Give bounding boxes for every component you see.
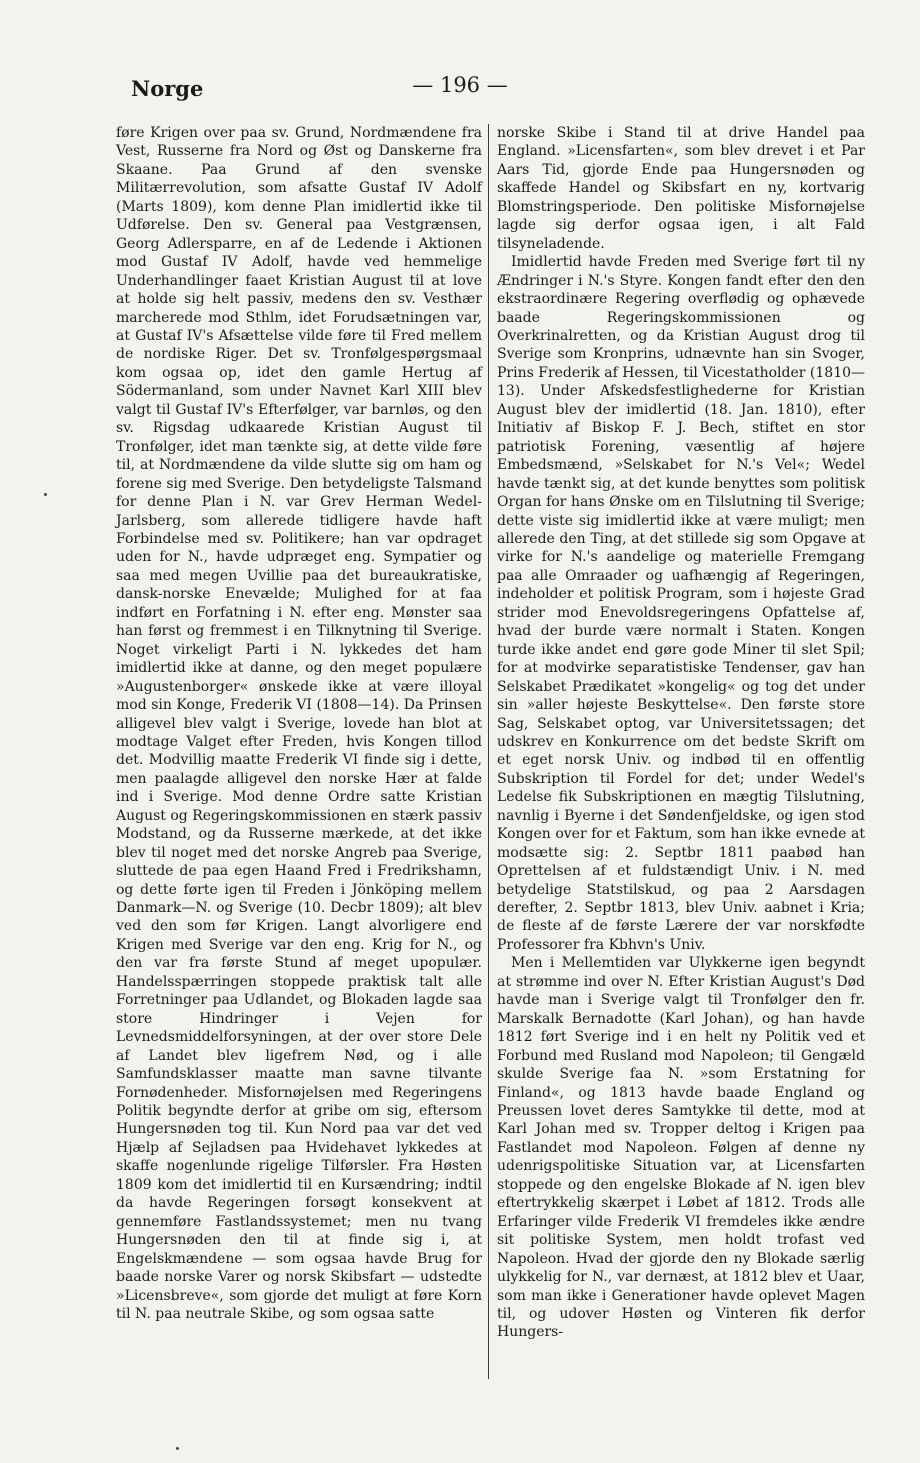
- right-column: [497, 124, 865, 1342]
- scan-speck: [176, 1447, 179, 1450]
- right-paragraph-1: norske Skibe i Stand til at drive Handel paa England. »Licensfarten«, som blev drevet i et Par Aars Tid, gjorde Ende paa Hungersnøden og skaffede Handel og Skibsfart en ny, kortvarig Blomstringsperiode. Den politiske Misfornøjelse lagde sig derfor ogsaa igen, i alt Fald tilsyneladende.: [497, 125, 865, 252]
- scan-speck: [44, 493, 47, 496]
- section-title: Norge: [131, 76, 204, 101]
- left-paragraph-1: føre Krigen over paa sv. Grund, Nordmændene fra Vest, Russerne fra Nord og Øst og Danskerne fra Skaane. Paa Grund af den svenske Militærrevolution, som afsatte Gustaf IV Adolf (Marts 1809), kom denne Plan imidlertid ikke til Udførelse. Den sv. General paa Vestgrænsen, Georg Adlersparre, en af de Ledende i Aktionen mod Gustaf IV Adolf, havde ved hemmelige Underhandlinger faaet Kristian August til at love at holde sig helt passiv, medens den sv. Vesthær marcherede mod Sthlm, idet Forudsætningen var, at Gustaf IV's Afsættelse vilde føre til Fred mellem de nordiske Riger. Det sv. Tronfølgespørgsmaal kom ogsaa op, idet den gamle Hertug af Södermanland, som under Navnet Karl XIII blev valgt til Gustaf IV's Efterfølger, var barnløs, og den sv. Rigsdag udkaarede Kristian August til Tronfølger, idet man tænkte sig, at dette vilde føre til, at Nordmændene da vilde slutte sig om ham og forene sig med Sverige. Den betydeligste Talsmand for denne Plan i N. var Grev Herman Wedel-Jarlsberg, som allerede tidligere havde haft Forbindelse med sv. Politikere; han var opdraget uden for N., havde udpræget eng. Sympatier og saa med megen Uvillie paa det bureaukratiske, dansk-norske Enevælde; Mulighed for at faa indført en Forfatning i N. efter eng. Mønster saa han først og fremmest i en Tilknytning til Sverige. Noget virkeligt Parti i N. lykkedes det ham imidlertid ikke at danne, og den meget populære »Augustenborger« ønskede ikke at være illoyal mod sin Konge, Frederik VI (1808—14). Da Prinsen alligevel blev valgt i Sverige, lovede han blot at modtage Valget efter Freden, hvis Kongen tillod det. Modvillig maatte Frederik VI finde sig i dette, men paalagde alligevel den norske Hær at falde ind i Sverige. Mod denne Ordre satte Kristian August og Regeringskommissionen en stærk passiv Modstand, og da Russerne mærkede, at det ikke blev til noget med det norske Angreb paa Sverige, sluttede de paa egen Haand Fred i Fredrikshamn, og dette førte igen til Freden i Jönköping mellem Danmark—N. og Sverige (10. Decbr 1809); alt blev ved den som før Krigen. Langt alvorligere end Krigen med Sverige var den eng. Krig for N., og den var fra første Stund af meget upopulær. Handelsspærringen stoppede praktisk talt alle Forretninger paa Udlandet, og Blokaden lagde saa store Hindringer i Vejen for Levnedsmiddelforsyningen, at der over store Dele af Landet blev ligefrem Nød, og i alle Samfundsklasser maatte man savne tilvante Fornødenheder. Misfornøjelsen med Regeringens Politik begyndte derfor at gribe om sig, eftersom Hungersnøden tog til. Kun Nord paa var det ved Hjælp af Sejladsen paa Hvidehavet lykkedes at skaffe nogenlunde rigelige Tilførsler. Fra Høsten 1809 kom det imidlertid til en Kursændring; indtil da havde Regeringen forsøgt konsekvent at gennemføre Fastlandssystemet; men nu tvang Hungersnøden den til at finde sig i, at Engelskmændene — som ogsaa havde Brug for baade norske Varer og norsk Skibsfart — udstedte »Licensbreve«, som gjorde det muligt at føre Korn til N. paa neutrale Skibe, og som ogsaa satte: [116, 125, 483, 1322]
- left-column: [116, 124, 482, 1323]
- right-paragraph-3: Men i Mellemtiden var Ulykkerne igen begyndt at strømme ind over N. Efter Kristian August's Død havde man i Sverige valgt til Tronfølger den fr. Marskalk Bernadotte (Karl Johan), og han havde 1812 ført Sverige ind i en helt ny Politik ved et Forbund med Rusland mod Napoleon; til Gengæld skulde Sverige faa N. »som Erstatning for Finland«, og 1813 havde baade England og Preussen lovet deres Samtykke til dette, mod at Karl Johan med sv. Tropper deltog i Krigen paa Fastlandet mod Napoleon. Følgen af denne ny udenrigspolitiske Situation var, at Licensfarten stoppede og den engelske Blokade af N. igen blev eftertrykkelig skærpet i Løbet af 1812. Trods alle Erfaringer vilde Frederik VI fremdeles ikke ændre sit politiske System, men holdt trofast ved Napoleon. Hvad der gjorde den ny Blokade særlig ulykkelig for N., var dernæst, at 1812 blev et Uaar, som man ikke i Generationer havde oplevet Magen til, og udover Høsten og Vinteren fik derfor Hungers-: [497, 955, 865, 1341]
- page-number: — 196 —: [412, 73, 508, 97]
- right-paragraph-2: Imidlertid havde Freden med Sverige ført til ny Ændringer i N.'s Styre. Kongen fandt efter den den ekstraordinære Regering overflødig og ophævede baade Regeringskommissionen og Overkrinalretten, og da Kristian August drog til Sverige som Kronprins, udnævnte han sin Svoger, Prins Frederik af Hessen, til Vicestatholder (1810—13). Under Afskedsfestlighederne for Kristian August blev der imidlertid (18. Jan. 1810), efter Initiativ af Biskop F. J. Bech, stiftet en stor patriotisk Forening, væsentlig af højere Embedsmænd, »Selskabet for N.'s Vel«; Wedel havde tænkt sig, at det kunde benyttes som politisk Organ for hans Ønske om en Tilslutning til Sverige; dette viste sig imidlertid ikke at være muligt; men allerede den Ting, at det stillede sig som Opgave at virke for N.'s aandelige og materielle Fremgang paa alle Omraader og uafhængig af Regeringen, indeholder et politisk Program, som i højeste Grad strider mod Enevoldsregeringens Opfattelse af, hvad der burde være normalt i Staten. Kongen turde ikke andet end gøre gode Miner til slet Spil; for at modvirke separatistiske Tendenser, gav han Selskabet Prædikatet »kongelig« og tog det under sin »aller højeste Beskyttelse«. Den første store Sag, Selskabet optog, var Universitetssagen; det udskrev en Konkurrence om det bedste Skrift om et eget norsk Univ. og indbød til en offentlig Subskription til Fordel for det; under Wedel's Ledelse fik Subskriptionen en mægtig Tilslutning, navnlig i Byerne i det Søndenfjeldske, og igen stod Kongen over for et Faktum, som han ikke evnede at modsætte sig: 2. Septbr 1811 paabød han Oprettelsen af et fuldstændigt Univ. i N. med betydelige Statstilskud, og paa 2 Aarsdagen derefter, 2. Septbr 1813, blev Univ. aabnet i Kria; de fleste af de første Lærere der var norskfødte Professorer fra Kbhvn's Univ.: [497, 254, 866, 953]
- column-divider: [488, 124, 489, 1379]
